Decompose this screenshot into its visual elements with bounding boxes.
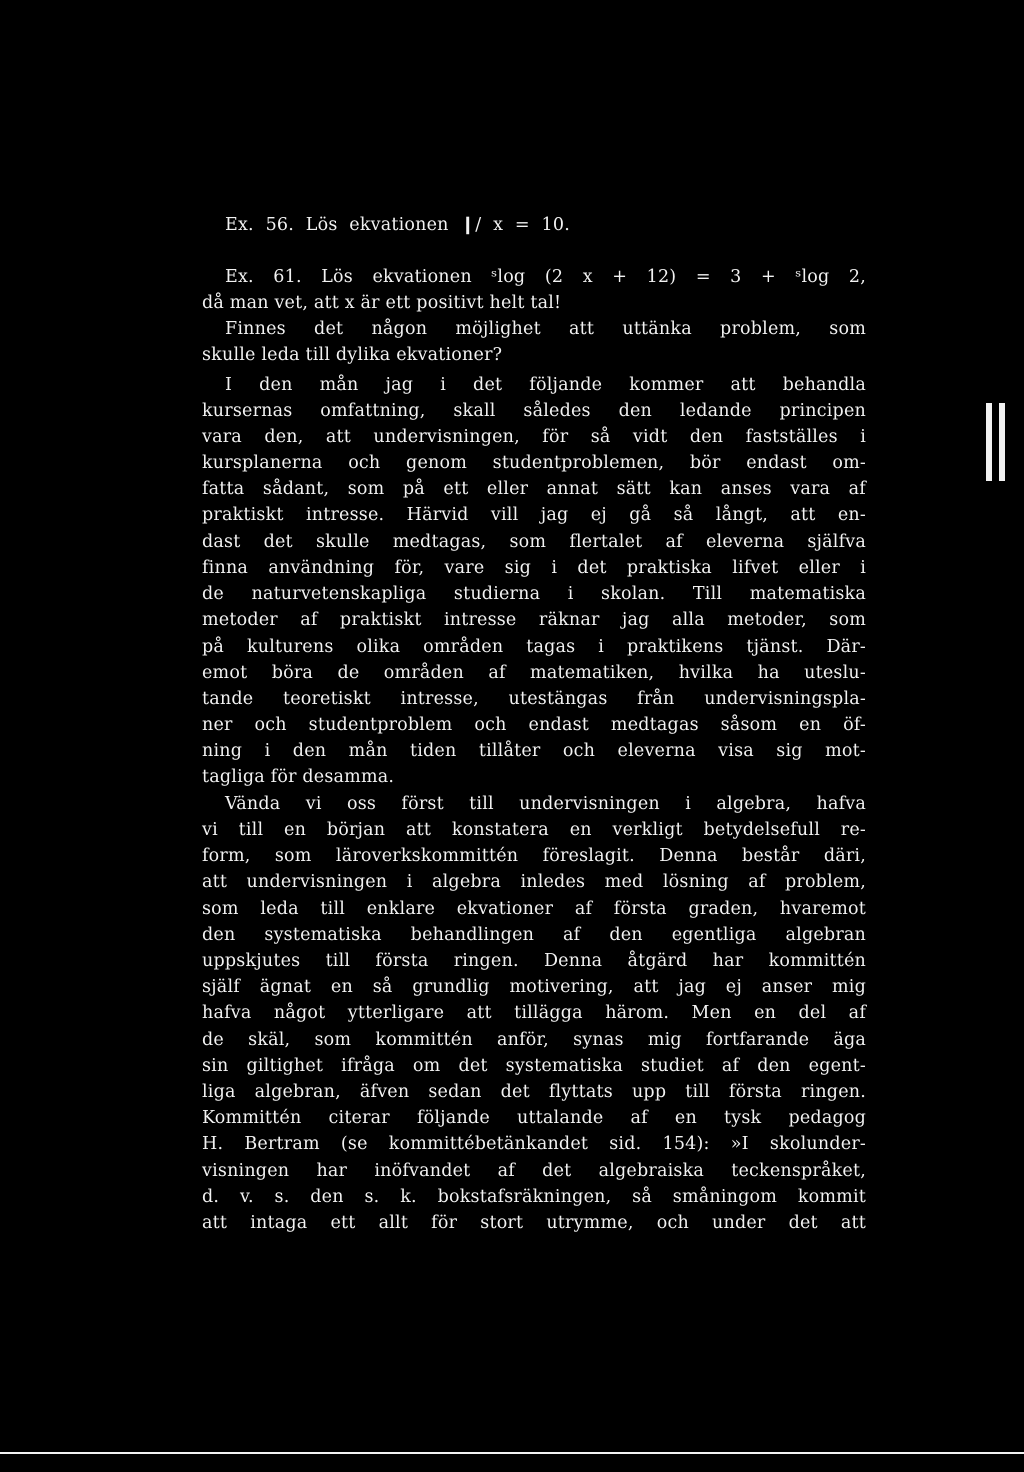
text-line: form, som läroverkskommittén föreslagit. Denna består däri,	[202, 846, 866, 866]
text-line: uppskjutes till första ringen. Denna åtgärd har kommittén	[202, 951, 866, 971]
text-line: fatta sådant, som på ett eller annat sätt kan anses vara af	[202, 479, 866, 499]
text-line: kursernas omfattning, skall således den ledande principen	[202, 401, 866, 421]
text-line: visningen har inöfvandet af det algebraiska teckenspråket,	[202, 1161, 866, 1181]
exercise-61-line: Ex. 61. Lös ekvationen ˢlog (2 x + 12) = 3 + ˢlog 2,	[225, 267, 866, 287]
text-line: metoder af praktiskt intresse räknar jag alla metoder, som	[202, 610, 866, 630]
text-line: H. Bertram (se kommittébetänkandet sid. 154): »I skolunder-	[202, 1134, 866, 1154]
text-line: ning i den mån tiden tillåter och eleverna visa sig mot-	[202, 741, 866, 761]
text-line: dast det skulle medtagas, som flertalet af eleverna själfva	[202, 532, 866, 552]
text-line: praktiskt intresse. Härvid vill jag ej gå så långt, att en-	[202, 505, 866, 525]
margin-bar-mark	[999, 403, 1005, 481]
text-line: den systematiska behandlingen af den egentliga algebran	[202, 925, 866, 945]
text-line: liga algebran, äfven sedan det flyttats upp till första ringen.	[202, 1082, 866, 1102]
text-line: d. v. s. den s. k. bokstafsräkningen, så småningom kommit	[202, 1187, 866, 1207]
paragraph-start-line: Vända vi oss först till undervisningen i algebra, hafva	[225, 794, 866, 814]
bottom-rule	[0, 1452, 1024, 1454]
text-line: själf ägnat en så grundlig motivering, att jag ej anser mig	[202, 977, 866, 997]
exercise-56-line: Ex. 56. Lös ekvationen ❙/ x = 10.	[225, 215, 570, 235]
text-line: ner och studentproblem och endast medtagas såsom en öf-	[202, 715, 866, 735]
text-line: Finnes det någon möjlighet att uttänka problem, som	[225, 319, 866, 339]
text-line: att intaga ett allt för stort utrymme, och under det att	[202, 1213, 866, 1233]
text-line: då man vet, att x är ett positivt helt tal!	[202, 293, 562, 313]
text-line: de skäl, som kommittén anför, synas mig fortfarande äga	[202, 1030, 866, 1050]
text-line: vara den, att undervisningen, för så vidt den fastställes i	[202, 427, 866, 447]
text-line: att undervisningen i algebra inledes med lösning af problem,	[202, 872, 866, 892]
text-line: emot böra de områden af matematiken, hvilka ha uteslu-	[202, 663, 866, 683]
text-line: vi till en början att konstatera en verkligt betydelsefull re-	[202, 820, 866, 840]
text-line: sin giltighet ifråga om det systematiska studiet af den egent-	[202, 1056, 866, 1076]
margin-bar-mark	[986, 403, 992, 481]
text-line: Kommittén citerar följande uttalande af en tysk pedagog	[202, 1108, 866, 1128]
paragraph-start-line: I den mån jag i det följande kommer att behandla	[225, 375, 866, 395]
text-line: de naturvetenskapliga studierna i skolan. Till matematiska	[202, 584, 866, 604]
text-line: finna användning för, vare sig i det praktiska lifvet eller i	[202, 558, 866, 578]
text-line: tande teoretiskt intresse, utestängas från undervisningspla-	[202, 689, 866, 709]
text-line: kursplanerna och genom studentproblemen, bör endast om-	[202, 453, 866, 473]
text-line: tagliga för desamma.	[202, 767, 395, 787]
text-line: skulle leda till dylika ekvationer?	[202, 345, 503, 365]
text-line: hafva något ytterligare att tillägga härom. Men en del af	[202, 1003, 866, 1023]
text-line: på kulturens olika områden tagas i praktikens tjänst. Där-	[202, 637, 866, 657]
text-line: som leda till enklare ekvationer af första graden, hvaremot	[202, 899, 866, 919]
